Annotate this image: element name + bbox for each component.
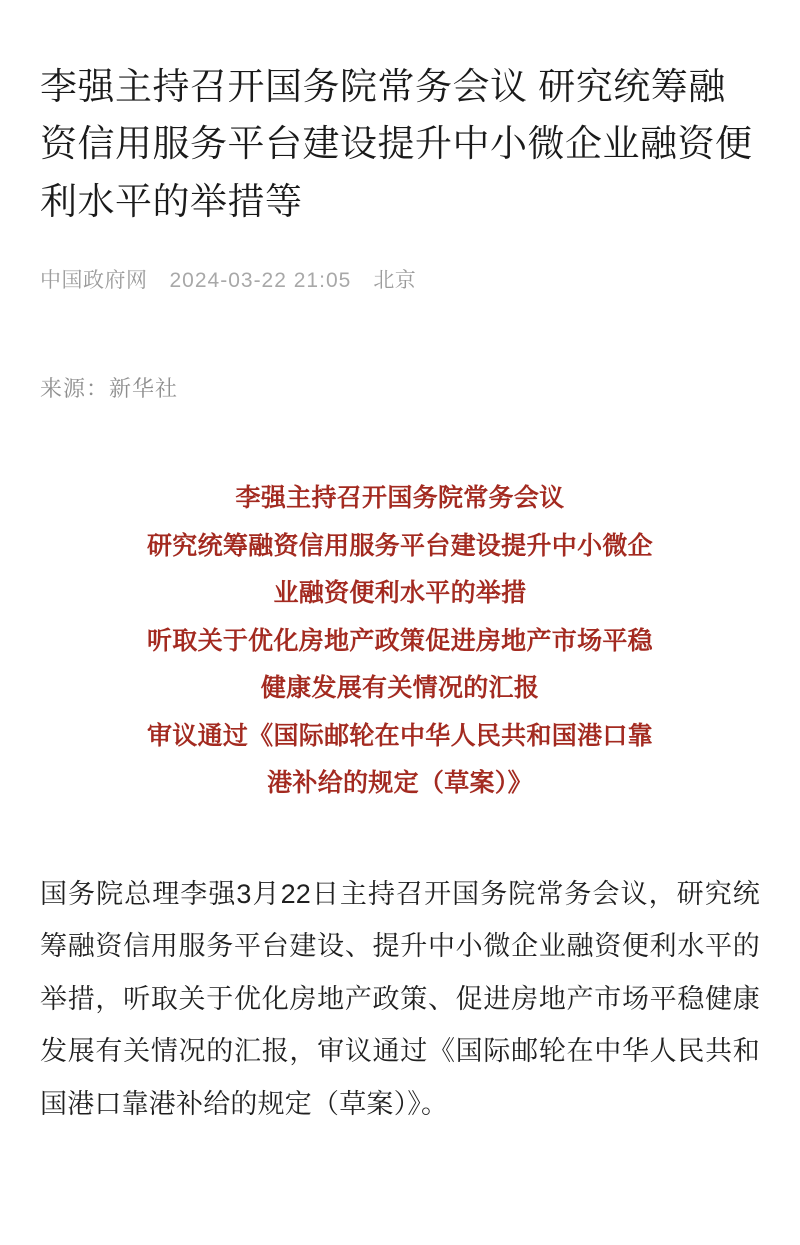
meta-site-name: 中国政府网 bbox=[40, 269, 148, 293]
document-title-line: 业融资便利水平的举措 bbox=[273, 579, 527, 608]
page-title: 李强主持召开国务院常务会议 研究统筹融资信用服务平台建设提升中小微企业融资便利水平的举措等 bbox=[40, 66, 753, 222]
document-title-line: 健康发展有关情况的汇报 bbox=[260, 674, 540, 703]
article-source: 来源：新华社 bbox=[40, 376, 179, 402]
article-paragraph: 国务院总理李强3月22日主持召开国务院常务会议，研究统筹融资信用服务平台建设、提升中小微企业融资便利水平的举措，听取关于优化房地产政策、促进房地产市场平稳健康发展有关情况的汇报，审议通过《国际邮轮在中华人民共和国港口靠港补给的规定（草案）》。 bbox=[40, 878, 760, 1120]
article-meta bbox=[40, 264, 760, 294]
document-title-block bbox=[40, 475, 760, 808]
document-title-line: 港补给的规定（草案）》 bbox=[267, 769, 533, 798]
meta-location: 北京 bbox=[373, 269, 417, 293]
meta-timestamp: 2024-03-22 21:05 bbox=[169, 269, 352, 293]
article-body bbox=[40, 868, 760, 1131]
document-title-line: 研究统筹融资信用服务平台建设提升中小微企 bbox=[146, 531, 653, 560]
document-title-line: 听取关于优化房地产政策促进房地产市场平稳 bbox=[146, 626, 653, 655]
document-title-line: 审议通过《国际邮轮在中华人民共和国港口靠 bbox=[146, 721, 653, 750]
document-title-line: 李强主持召开国务院常务会议 bbox=[235, 484, 565, 513]
